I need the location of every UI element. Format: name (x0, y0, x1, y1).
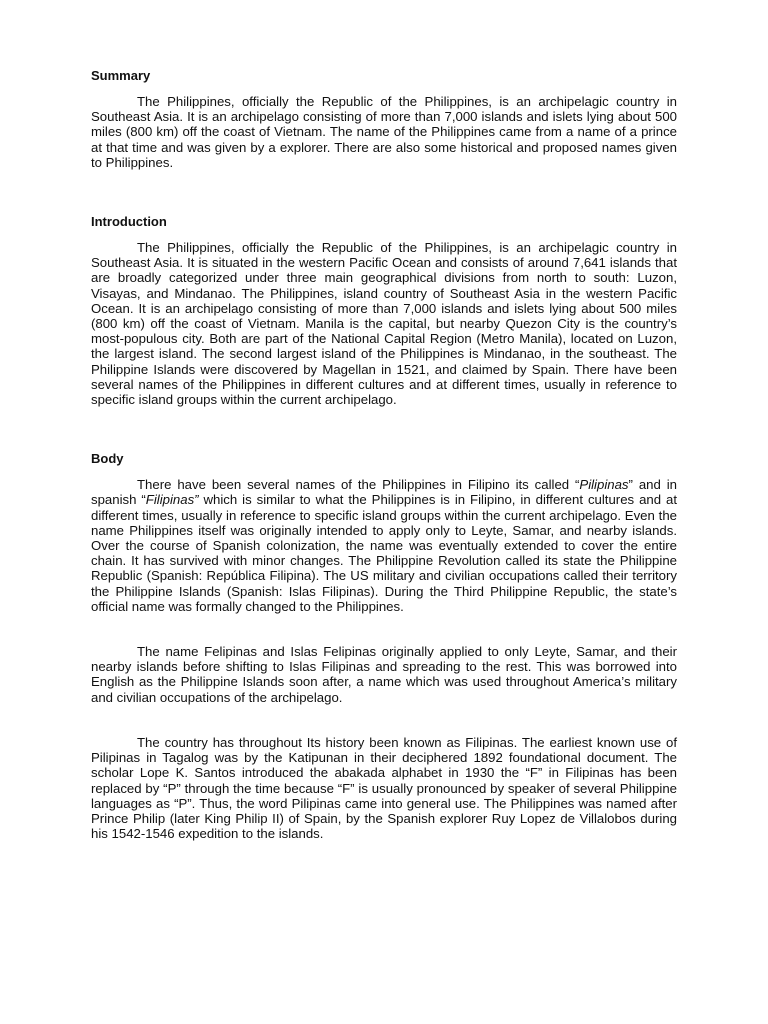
document-page (91, 68, 677, 841)
paragraph-spacer (91, 614, 677, 644)
body-p1-text-2: ” and in spanish “ (91, 477, 677, 508)
body-p1-italic-pilipinas: Pilipinas (579, 477, 629, 493)
summary-heading: Summary (91, 68, 151, 83)
introduction-paragraph: The Philippines, officially the Republic of the Philippines, is an archipelagic country in Southeast Asia. It is situated in the western Pacific Ocean and consists of around 7,641 islands that are broadly categorized under three main geographical divisions from north to south: Luzon, Visayas, and Mindanao. The Philippines, island country of Southeast Asia in the western Pacific Ocean. It is an archipelago consisting of more than 7,000 islands and islets lying about 500 miles (800 km) off the coast of Vietnam. Manila is the capital, but nearby Quezon City is the country’s most-populous city. Both are part of the National Capital Region (Metro Manila), located on Luzon, the largest island. The second largest island of the Philippines is Mindanao, in the southeast. The Philippine Islands were discovered by Magellan in 1521, and claimed by Spain. There have been several names of the Philippines in different cultures and at different times, usually in reference to specific island groups within the current archipelago. (91, 240, 677, 408)
body-p1-text-3: which is similar to what the Philippines is in Filipino, in different cultures and at different times, usually in reference to specific island groups within the current archipelago. Even the name Philippines itself was originally intended to apply only to Leyte, Samar, and nearby islands. Over the course of Spanish colonization, the name was eventually extended to cover the entire chain. It has survived with minor changes. The Philippine Revolution called its state the Philippine Republic (Spanish: República Filipina). The US military and civilian occupations called their territory the Philippine Islands (Spanish: Islas Filipinas). During the Third Philippine Republic, the state’s official name was formally changed to the Philippines. (91, 492, 678, 614)
body-paragraph-1 (91, 477, 677, 614)
body-heading: Body (91, 451, 124, 467)
body-paragraph-3: The country has throughout Its history been known as Filipinas. The earliest known use of Pilipinas in Tagalog was by the Katipunan in their deciphered 1892 foundational document. The scholar Lope K. Santos introduced the abakada alphabet in 1930 the “F” in Filipinas has been replaced by “P” through the time because “F” is usually pronounced by speaker of several Philippine languages as “P”. Thus, the word Pilipinas came into general use. The Philippines was named after Prince Philip (later King Philip II) of Spain, by the Spanish explorer Ruy Lopez de Villalobos during his 1542-1546 expedition to the islands. (91, 734, 677, 842)
section-spacer (91, 407, 677, 451)
paragraph-spacer (91, 705, 677, 735)
body-paragraph-2: The name Felipinas and Islas Felipinas originally applied to only Leyte, Samar, and their nearby islands before shifting to Islas Filipinas and spreading to the rest. This was borrowed into English as the Philippine Islands soon after, a name which was used throughout America’s military and civilian occupations of the archipelago. (91, 644, 677, 705)
summary-paragraph: The Philippines, officially the Republic of the Philippines, is an archipelagic country in Southeast Asia. It is an archipelago consisting of more than 7,000 islands and islets lying about 500 miles (800 km) off the coast of Vietnam. The name of the Philippines came from a name of a prince at that time and was given by a explorer. There are also some historical and proposed names given to Philippines. (91, 94, 677, 170)
body-p1-italic-filipinas: Filipinas” (145, 492, 199, 508)
introduction-heading: Introduction (91, 214, 167, 230)
body-p1-text-1: There have been several names of the Philippines in Filipino its called “ (137, 477, 580, 493)
section-spacer (91, 170, 677, 214)
